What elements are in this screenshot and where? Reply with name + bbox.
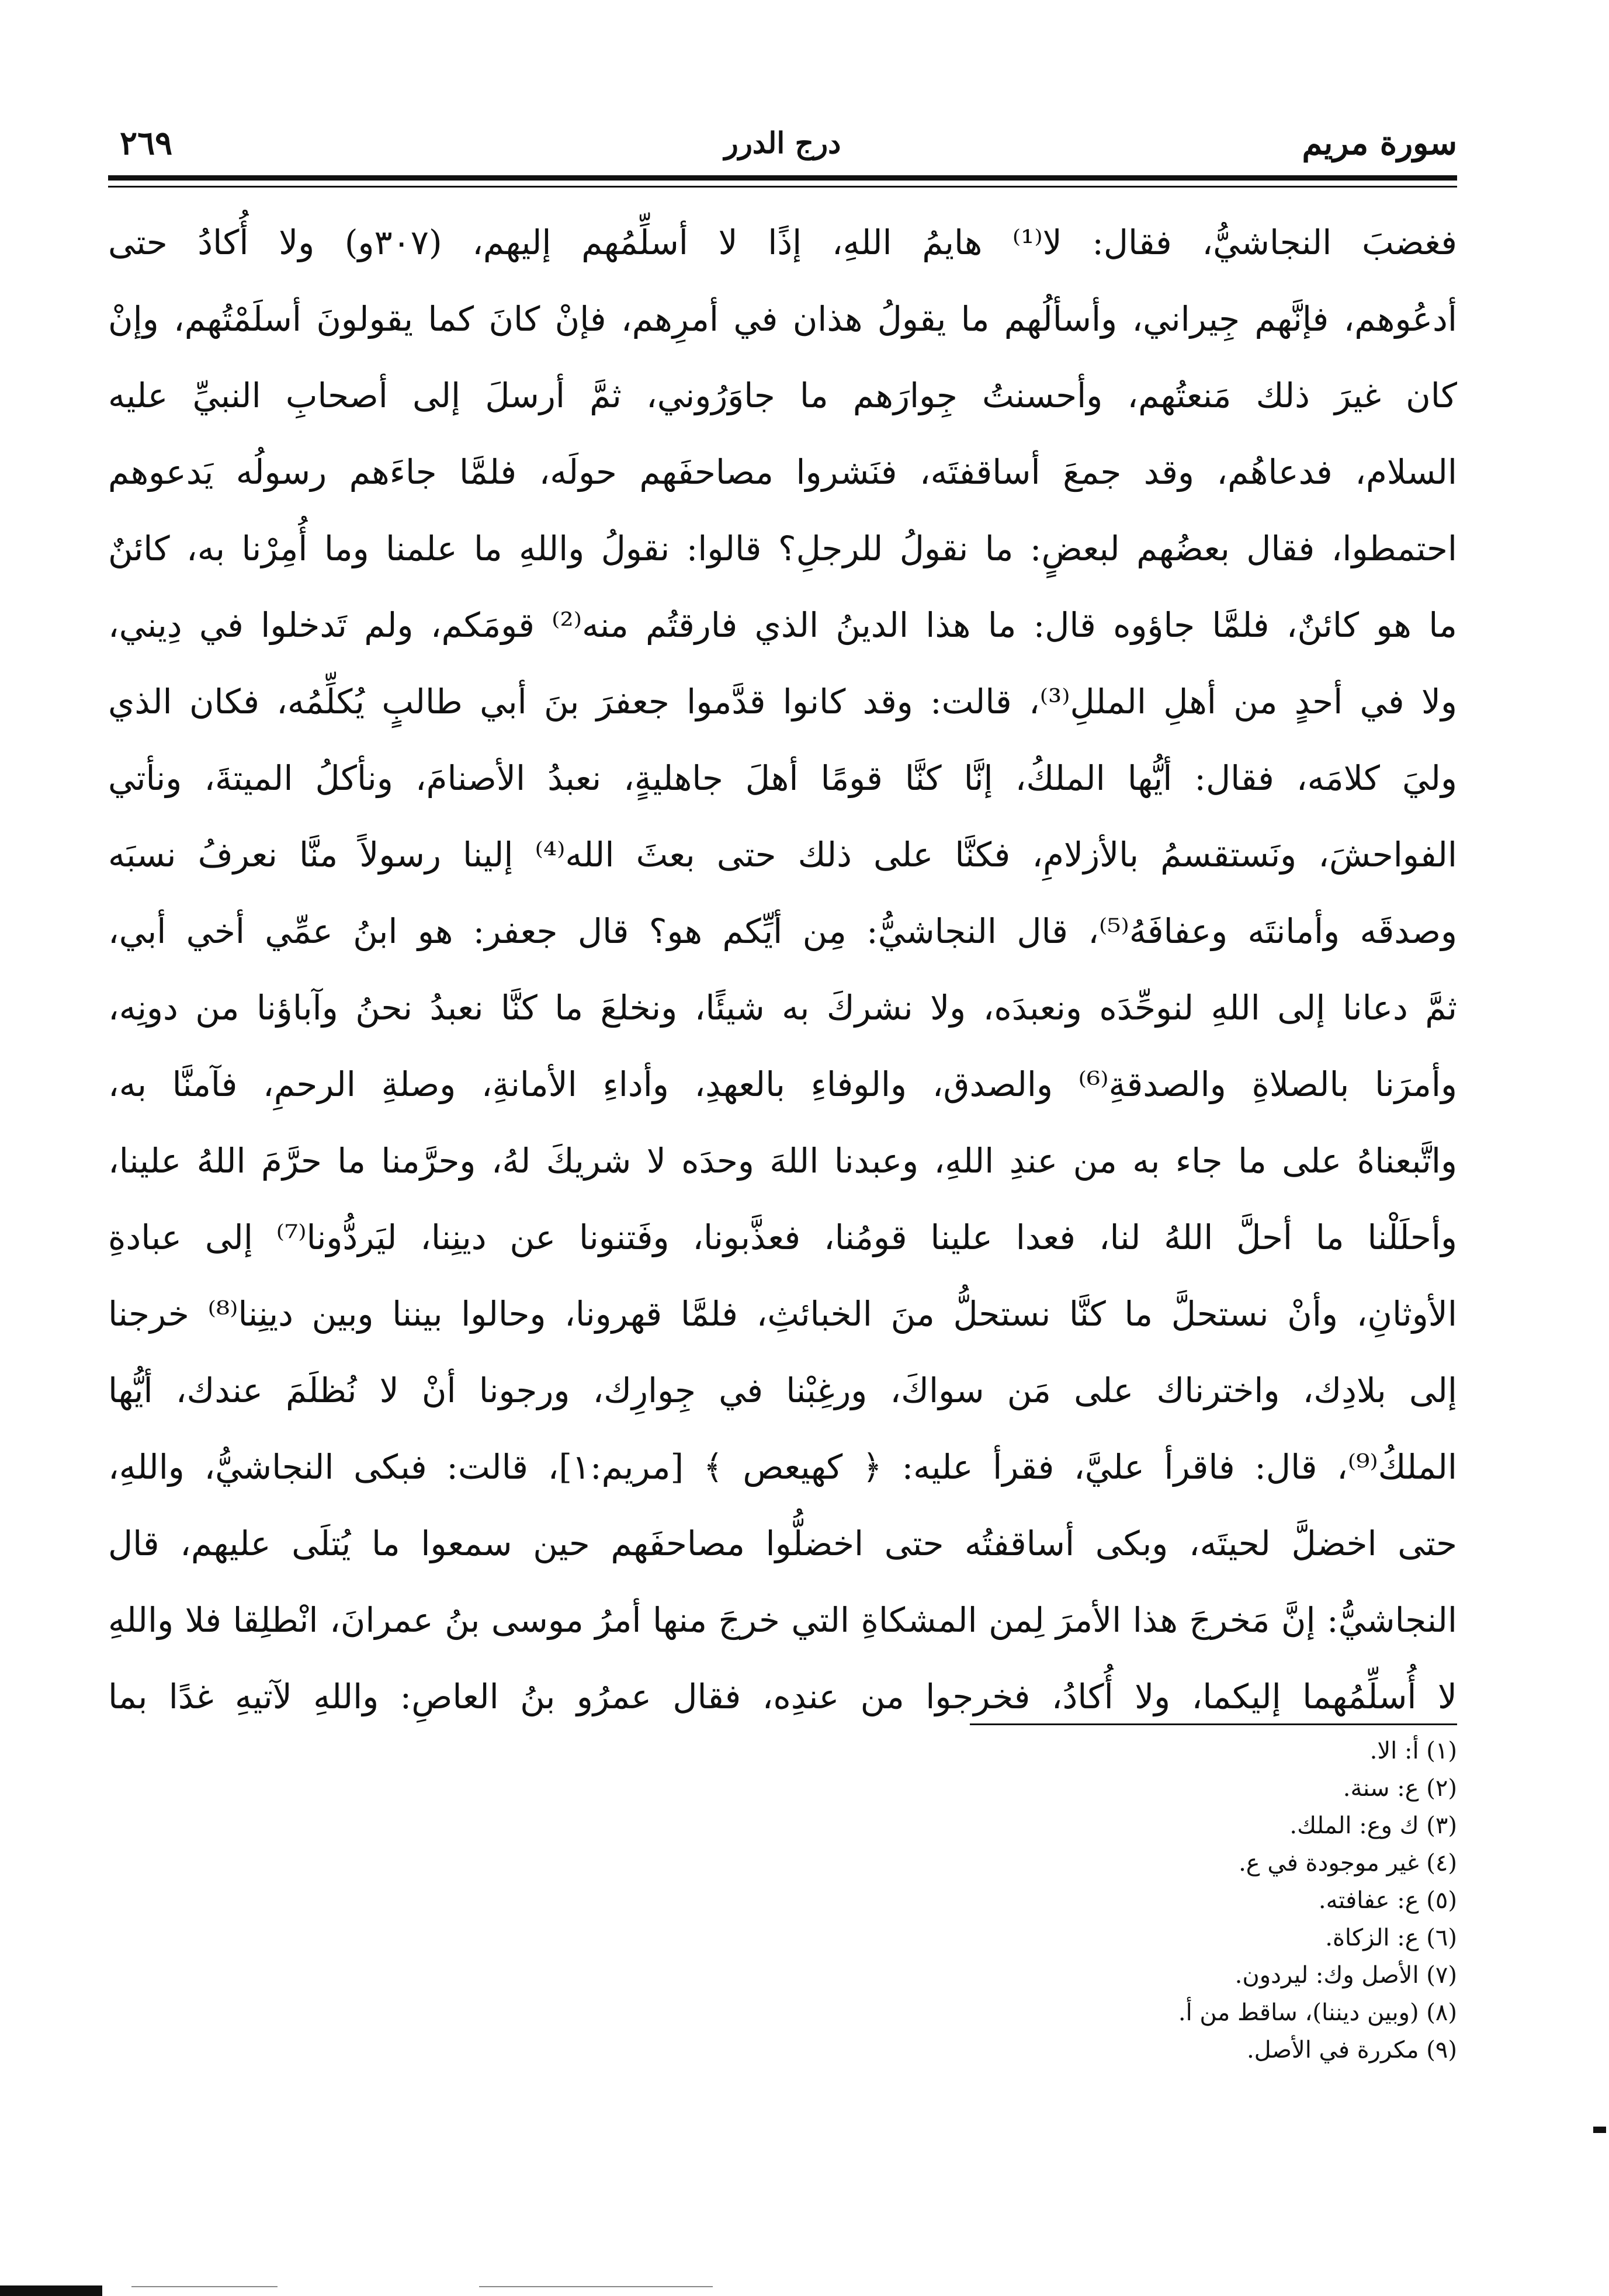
text-line: ولا في أحدٍ من أهلِ المللِ⁽³⁾، قالت: وقد كانوا قدَّموا جعفرَ بنَ أبي طالبٍ يُكلِّمُه، فكان الذي xyxy=(108,682,1457,722)
header-rule-thick xyxy=(108,175,1457,181)
footnote: (٩) مكررة في الأصل. xyxy=(1246,2037,1457,2063)
footnote: (٨) (وبين ديننا)، ساقط من أ. xyxy=(1178,1999,1457,2026)
header-rule-thin xyxy=(108,186,1457,188)
footnote: (٤) غير موجودة في ع. xyxy=(1239,1850,1457,1877)
text-line: وليَ كلامَه، فقال: أيُّها الملكُ، إنَّا كنَّا قومًا أهلَ جاهليةٍ، نعبدُ الأصنامَ، ونأكلُ الميتةَ، ونأتي xyxy=(108,758,1457,798)
footnotes xyxy=(931,1732,1457,2069)
footnote: (٣) ك وع: الملك. xyxy=(1289,1812,1457,1839)
text-line: الأوثانِ، وأنْ نستحلَّ ما كنَّا نستحلُّ منَ الخبائثِ، فلمَّا قهرونا، وحالوا بيننا وبين دينِنا⁽⁸⁾ خرجنا xyxy=(108,1294,1457,1334)
margin-mark xyxy=(1593,2127,1606,2133)
text-line: النجاشيُّ: إنَّ مَخرجَ هذا الأمرَ لِمن المشكاةِ التي خرجَ منها أمرُ موسى بنُ عمرانَ، انْطلِقا فلا واللهِ xyxy=(108,1600,1457,1640)
book-title: درج الدرر xyxy=(724,126,841,160)
footnote: (٧) الأصل وك: ليردون. xyxy=(1235,1962,1457,1989)
footnote: (٢) ع: سنة. xyxy=(1343,1775,1457,1802)
text-line: احتمطوا، فقال بعضُهم لبعضٍ: ما نقولُ للرجلِ؟ قالوا: نقولُ واللهِ ما علمنا وما أُمِرْنا به، كائنٌ xyxy=(108,529,1457,568)
scan-edge-line xyxy=(131,2286,278,2287)
text-line: ثمَّ دعانا إلى اللهِ لنوحِّدَه ونعبدَه، ولا نشركَ به شيئًا، ونخلعَ ما كنَّا نعبدُ نحنُ وآباؤنا من دونِه، xyxy=(108,988,1457,1028)
text-line: فغضبَ النجاشيُّ، فقال: لا⁽¹⁾ هايمُ اللهِ، إذًا لا أسلِّمُهم إليهم، (٣٠٧و) ولا أُكادُ حتى xyxy=(108,223,1457,262)
text-line: الملكُ⁽⁹⁾، قال: فاقرأ عليَّ، فقرأ عليه: ﴿ كهيعص ﴾ [مريم:١]، قالت: فبكى النجاشيُّ، واللهِ، xyxy=(108,1447,1457,1487)
text-line: واتَّبعناهُ على ما جاء به من عندِ اللهِ، وعبدنا اللهَ وحدَه لا شريكَ لهُ، وحرَّمنا ما حرَّمَ اللهُ علينا، xyxy=(108,1141,1457,1181)
text-line: السلام، فدعاهُم، وقد جمعَ أساقفتَه، فنَشروا مصاحفَهم حولَه، فلمَّا جاءَهم رسولُه يَدعوهم xyxy=(108,452,1457,492)
running-header xyxy=(108,117,1457,181)
footnote-separator xyxy=(970,1723,1457,1725)
surah-title: سورة مريم xyxy=(1302,124,1457,162)
text-line: لا أُسلِّمُهما إليكما، ولا أُكادُ، فخرجوا من عندِه، فقال عمرُو بنُ العاصِ: واللهِ لآتيهِ غدًا بما xyxy=(108,1677,1457,1716)
text-line: إلى بلادِك، واخترناك على مَن سواكَ، ورغِبْنا في جِوارِك، ورجونا أنْ لا نُظلَمَ عندك، أيُّها xyxy=(108,1371,1457,1410)
text-line: ما هو كائنٌ، فلمَّا جاؤوه قال: ما هذا الدينُ الذي فارقتُم منه⁽²⁾ قومَكم، ولم تَدخلوا في دِيني، xyxy=(108,605,1457,645)
main-text xyxy=(108,204,1457,1735)
text-line: كان غيرَ ذلك مَنعتُهم، وأحسنتُ جِوارَهم ما جاوَرُوني، ثمَّ أرسلَ إلى أصحابِ النبيِّ عليه xyxy=(108,376,1457,415)
text-line: وأمرَنا بالصلاةِ والصدقةِ⁽⁶⁾ والصدق، والوفاءِ بالعهدِ، وأداءِ الأمانةِ، وصلةِ الرحمِ، فآمنَّا به، xyxy=(108,1064,1457,1104)
text-line: وصدقَه وأمانتَه وعفافَهُ⁽⁵⁾، قال النجاشيُّ: مِن أيِّكم هو؟ قال جعفر: هو ابنُ عمِّي أخي أبي، xyxy=(108,911,1457,951)
page-number: ٢٦٩ xyxy=(120,124,173,162)
footnote: (١) أ: الا. xyxy=(1369,1737,1457,1764)
footnote: (٦) ع: الزكاة. xyxy=(1325,1924,1457,1951)
footnote: (٥) ع: عفافته. xyxy=(1318,1887,1457,1914)
text-line: الفواحشَ، ونَستقسمُ بالأزلامِ، فكنَّا على ذلك حتى بعثَ الله⁽⁴⁾ إلينا رسولاً منَّا نعرفُ نسبَه xyxy=(108,835,1457,875)
text-line: أدعُوهم، فإنَّهم جِيراني، وأسألُهم ما يقولُ هذان في أمرِهم، فإنْ كانَ كما يقولونَ أسلَمْتُهم، وإنْ xyxy=(108,299,1457,339)
scan-edge-line xyxy=(479,2286,713,2287)
scan-edge-bar xyxy=(0,2285,102,2296)
text-line: حتى اخضلَّ لحيتَه، وبكى أساقفتُه حتى اخضلُّوا مصاحفَهم حين سمعوا ما يُتلَى عليهم، قال xyxy=(108,1524,1457,1563)
text-line: وأحلَلْنا ما أحلَّ اللهُ لنا، فعدا علينا قومُنا، فعذَّبونا، وفَتنونا عن دينِنا، ليَردُّونا⁽⁷⁾ إلى عبادةِ xyxy=(108,1218,1457,1257)
